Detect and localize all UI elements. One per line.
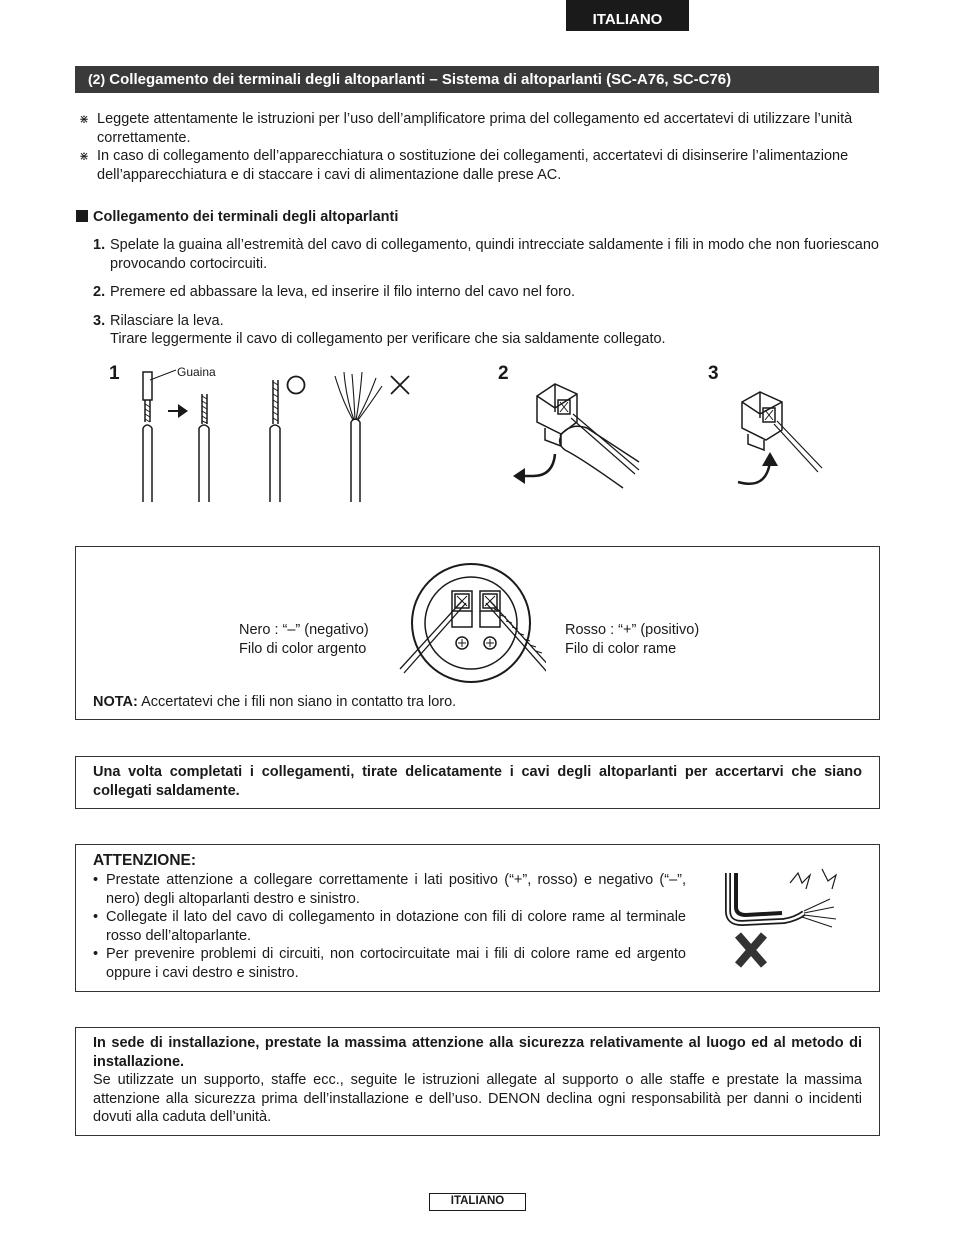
note-item <box>78 110 878 147</box>
caution-item-text: Prestate attenzione a collegare correttamente i lati positivo (“+”, rosso) e negativo (“–”, nero) degli altoparlanti destro e sinistro. <box>106 872 686 907</box>
nota-label: NOTA: <box>93 694 138 710</box>
installation-bold-text: In sede di installazione, prestate la massima attenzione alla sicurezza relativamente al luogo ed al metodo di installazione. <box>93 1035 862 1070</box>
note-text: In caso di collegamento dell’apparecchiatura o sostituzione dei collegamenti, accertatevi di disinserire l’alimentazione dell’apparecchiatura e di staccare i cavi di alimentazione dalle prese AC. <box>97 148 849 183</box>
figure-label-2: 2 <box>498 363 509 384</box>
speaker-terminal-diagram <box>396 561 546 686</box>
step-item <box>93 312 879 349</box>
caution-item <box>93 945 686 982</box>
step-item <box>93 236 879 273</box>
guaina-label: Guaina <box>177 365 216 379</box>
bullet-icon: • <box>93 909 99 925</box>
installation-safety-box <box>75 1027 880 1136</box>
silver-wire-text: Filo di color argento <box>239 640 367 657</box>
caution-item <box>93 871 686 908</box>
press-lever-figure <box>505 378 645 496</box>
step-number: 1. <box>93 237 106 253</box>
subheading-text: Collegamento dei terminali degli altoparlanti <box>93 209 399 225</box>
caution-box <box>75 844 880 992</box>
negative-terminal-text: Nero : “–” (negativo) <box>239 622 369 638</box>
installation-body-text: Se utilizzate un supporto, staffe ecc., seguite le istruzioni allegate al supporto o alle staffe e prestate la massima attenzione alla sicurezza prima dell’installazione e dell’uso. DENON declina ogni responsabilità per danni o incidenti dovuti alla caduta dell’unità. <box>93 1072 862 1125</box>
step-text: Spelate la guaina all’estremità del cavo di collegamento, quindi intrecciate saldamente i fili in modo che non fuoriescano provocando cortocircuiti. <box>110 237 879 272</box>
step-item <box>93 283 879 302</box>
caution-item <box>93 908 686 945</box>
note-item <box>78 147 878 184</box>
check-connection-text: Una volta completati i collegamenti, tirate delicatamente i cavi degli altoparlanti per accertarvi che siano collegati saldamente. <box>93 764 862 799</box>
footer-language-tab: ITALIANO <box>429 1193 526 1211</box>
subheading <box>76 208 398 227</box>
note-mark-icon: ⋇ <box>79 112 90 126</box>
short-circuit-warning-figure <box>724 863 844 978</box>
copper-wire-text: Filo di color rame <box>565 640 677 657</box>
note-mark-icon: ⋇ <box>79 149 90 163</box>
caution-title: ATTENZIONE: <box>93 852 197 869</box>
step-number: 2. <box>93 284 106 300</box>
section-number: (2) <box>88 71 106 87</box>
release-lever-figure <box>728 388 828 492</box>
notes-list <box>78 110 878 184</box>
step-text: Tirare leggermente il cavo di collegamento per verificare che sia saldamente collegato. <box>110 331 666 347</box>
wire-stripping-figure <box>130 360 430 510</box>
terminal-info-box <box>75 546 880 720</box>
note-text: Leggete attentamente le istruzioni per l’uso dell’amplificatore prima del collegamento ed accertatevi di utilizzare l’unità correttamente. <box>97 111 853 146</box>
positive-terminal-text: Rosso : “+” (positivo) <box>565 622 700 638</box>
nota-line <box>93 693 456 712</box>
step-text: Premere ed abbassare la leva, ed inserire il filo interno del cavo nel foro. <box>110 284 576 300</box>
positive-wire-label <box>565 621 699 658</box>
caution-item-text: Collegate il lato del cavo di collegamento in dotazione con fili di colore rame al terminale rosso dell’altoparlante. <box>106 909 686 944</box>
caution-list <box>93 871 686 982</box>
language-tab: ITALIANO <box>566 0 689 31</box>
bullet-icon: • <box>93 872 99 888</box>
bullet-icon: • <box>93 946 99 962</box>
section-title: Collegamento dei terminali degli altoparlanti – Sistema di altoparlanti (SC-A76, SC-C76) <box>109 71 732 88</box>
section-title-bar <box>75 66 879 93</box>
steps-list <box>93 236 879 359</box>
step-text: Rilasciare la leva. <box>110 312 224 329</box>
caution-item-text: Per prevenire problemi di circuiti, non cortocircuitate mai i fili di colore rame ed argento oppure i cavi destro e sinistro. <box>106 946 686 981</box>
check-connection-box <box>75 756 880 809</box>
installation-text-block <box>93 1034 862 1127</box>
nota-text: Accertatevi che i fili non siano in contatto tra loro. <box>141 694 457 710</box>
step-number: 3. <box>93 312 106 329</box>
negative-wire-label <box>239 621 369 658</box>
square-bullet-icon <box>76 210 88 222</box>
figure-label-1: 1 <box>109 363 120 384</box>
figure-label-3: 3 <box>708 363 719 384</box>
